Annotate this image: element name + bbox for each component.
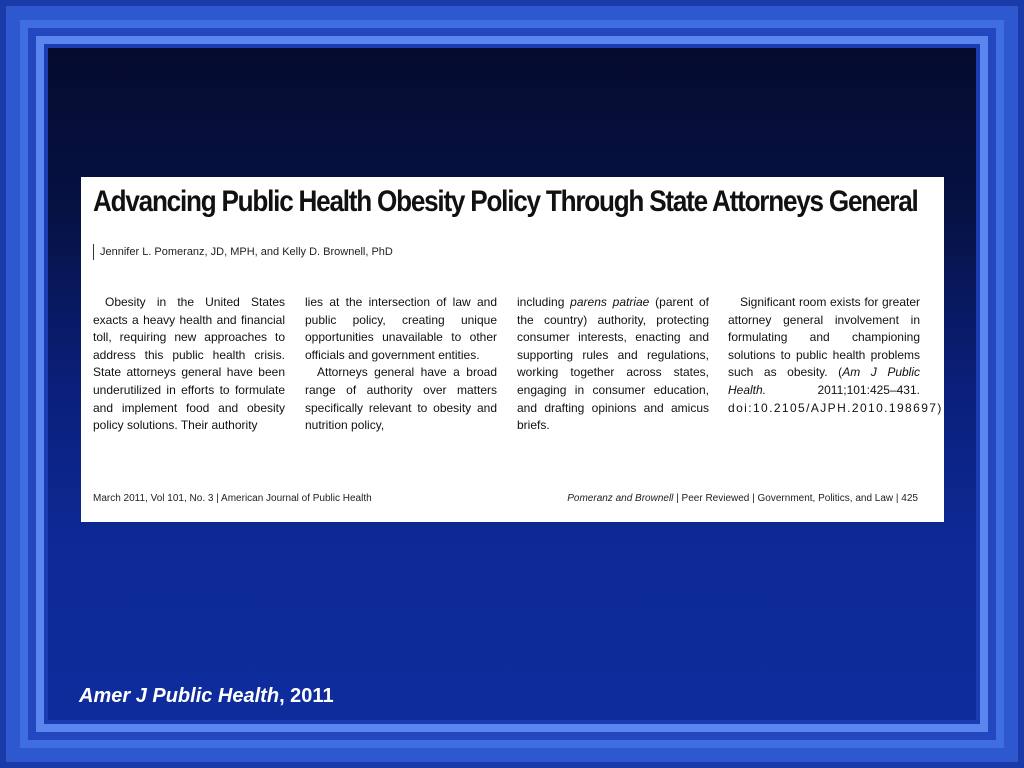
abstract-text [728, 294, 943, 417]
article-footer-right [567, 493, 918, 504]
abstract-column-1 [93, 294, 285, 435]
abstract-text-run: including [517, 295, 571, 309]
article-title: Advancing Public Health Obesity Policy Through State Attorneys General [93, 185, 918, 218]
abstract-text-run: Significant room exists for greater attorney general involvement in formulating and championing solutions to public health problems such as obesity. ( [728, 295, 920, 380]
footer-authors: Pomeranz and Brownell [567, 493, 674, 504]
article-authors: Jennifer L. Pomeranz, JD, MPH, and Kelly D. Brownell, PhD [93, 244, 393, 260]
abstract-column-3 [517, 294, 709, 435]
article-footer-left: March 2011, Vol 101, No. 3 | American Journal of Public Health [93, 493, 372, 504]
article-excerpt-image [81, 177, 944, 522]
abstract-text-run: (parent of the country) authority, protecting consumer interests, enacting and supporting rules and regulations, working together across states, engaging in consumer education, and drafting opinions and amicus briefs. [517, 295, 709, 433]
slide-citation [79, 685, 334, 708]
footer-section: | Peer Reviewed | Government, Politics, and Law | 425 [673, 493, 918, 504]
citation-journal: Amer J Public Health [79, 685, 280, 707]
journal-citation-italic: Am J Public Health. [728, 365, 921, 397]
doi-text: doi:10.2105/AJPH.2010.198697) [728, 400, 943, 415]
citation-year: , 2011 [279, 685, 334, 707]
abstract-column-2 [305, 294, 497, 435]
abstract-italic-term: parens patriae [570, 295, 650, 309]
abstract-text [517, 294, 709, 435]
abstract-text-run: 2011;101:425–431. [766, 382, 920, 397]
abstract-column-4 [728, 294, 943, 417]
abstract-text: Attorneys general have a broad range of authority over matters specifically relevant to obesity and nutrition policy, [305, 365, 497, 433]
abstract-text: Obesity in the United States exacts a heavy health and financial toll, requiring new approaches to address this public health crisis. State attorneys general have been underutilized in efforts to formulate and implement food and obesity policy solutions. Their authority [93, 295, 285, 433]
abstract-text: lies at the intersection of law and public policy, creating unique opportunities unavailable to other officials and government entities. [305, 295, 497, 362]
